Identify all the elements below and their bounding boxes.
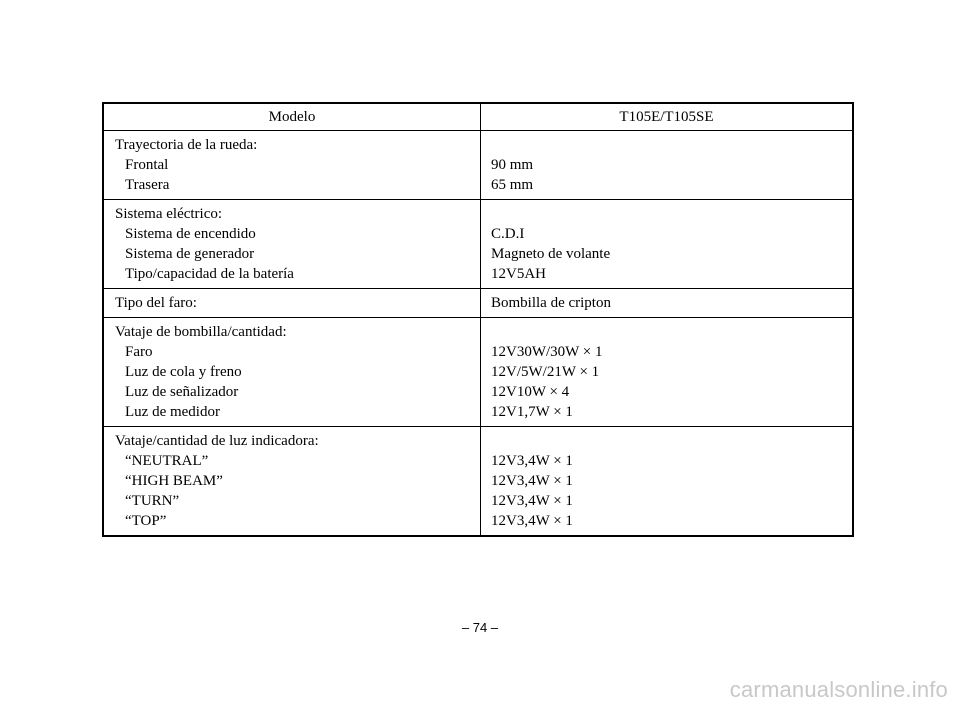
row-title: Sistema eléctrico:	[115, 206, 223, 222]
page-number: – 74 –	[461, 620, 499, 635]
row-item-label: Luz de cola y freno	[125, 364, 242, 380]
row-item-value: 12V30W/30W × 1	[491, 344, 603, 360]
row-item-label: “TOP”	[125, 513, 167, 529]
row-item-label: Tipo/capacidad de la batería	[125, 266, 294, 282]
row-item-value: 12V10W × 4	[491, 384, 570, 400]
row-item-label: Sistema de encendido	[125, 226, 256, 242]
row-item-value: 90 mm	[491, 157, 534, 173]
row-item-value: 65 mm	[491, 177, 534, 193]
row-item-value: 12V/5W/21W × 1	[491, 364, 600, 380]
row-item-label: “NEUTRAL”	[125, 453, 209, 469]
header-value: T105E/T105SE	[619, 108, 714, 125]
table-row	[104, 199, 852, 288]
row-item-label: Luz de señalizador	[125, 384, 239, 400]
row-title-value: Bombilla de cripton	[491, 295, 611, 311]
row-item-label: “HIGH BEAM”	[125, 473, 223, 489]
row-item-value: 12V5AH	[491, 266, 546, 282]
row-item-label: Trasera	[125, 177, 170, 193]
row-title: Vataje/cantidad de luz indicadora:	[115, 433, 319, 449]
table-row	[104, 131, 852, 199]
row-item-value: 12V3,4W × 1	[491, 453, 573, 469]
row-title: Vataje de bombilla/cantidad:	[115, 324, 287, 340]
row-item-value: 12V3,4W × 1	[491, 493, 573, 509]
row-item-value: 12V3,4W × 1	[491, 513, 573, 529]
header-label: Modelo	[104, 104, 481, 130]
row-item-label: “TURN”	[125, 493, 180, 509]
row-title: Tipo del faro:	[115, 295, 197, 311]
row-item-label: Faro	[125, 344, 153, 360]
row-item-value: 12V1,7W × 1	[491, 404, 573, 420]
row-title: Trayectoria de la rueda:	[115, 137, 258, 153]
watermark: carmanualsonline.info	[729, 677, 948, 702]
row-item-label: Frontal	[125, 157, 169, 173]
row-item-label: Sistema de generador	[125, 246, 255, 262]
row-item-value: C.D.I	[491, 226, 525, 242]
row-item-value: 12V3,4W × 1	[491, 473, 573, 489]
table-header	[104, 104, 852, 131]
table-row	[104, 426, 852, 535]
table-row	[104, 288, 852, 317]
row-item-label: Luz de medidor	[125, 404, 220, 420]
row-item-value: Magneto de volante	[491, 246, 611, 262]
table-row	[104, 317, 852, 426]
spec-table	[102, 102, 854, 537]
